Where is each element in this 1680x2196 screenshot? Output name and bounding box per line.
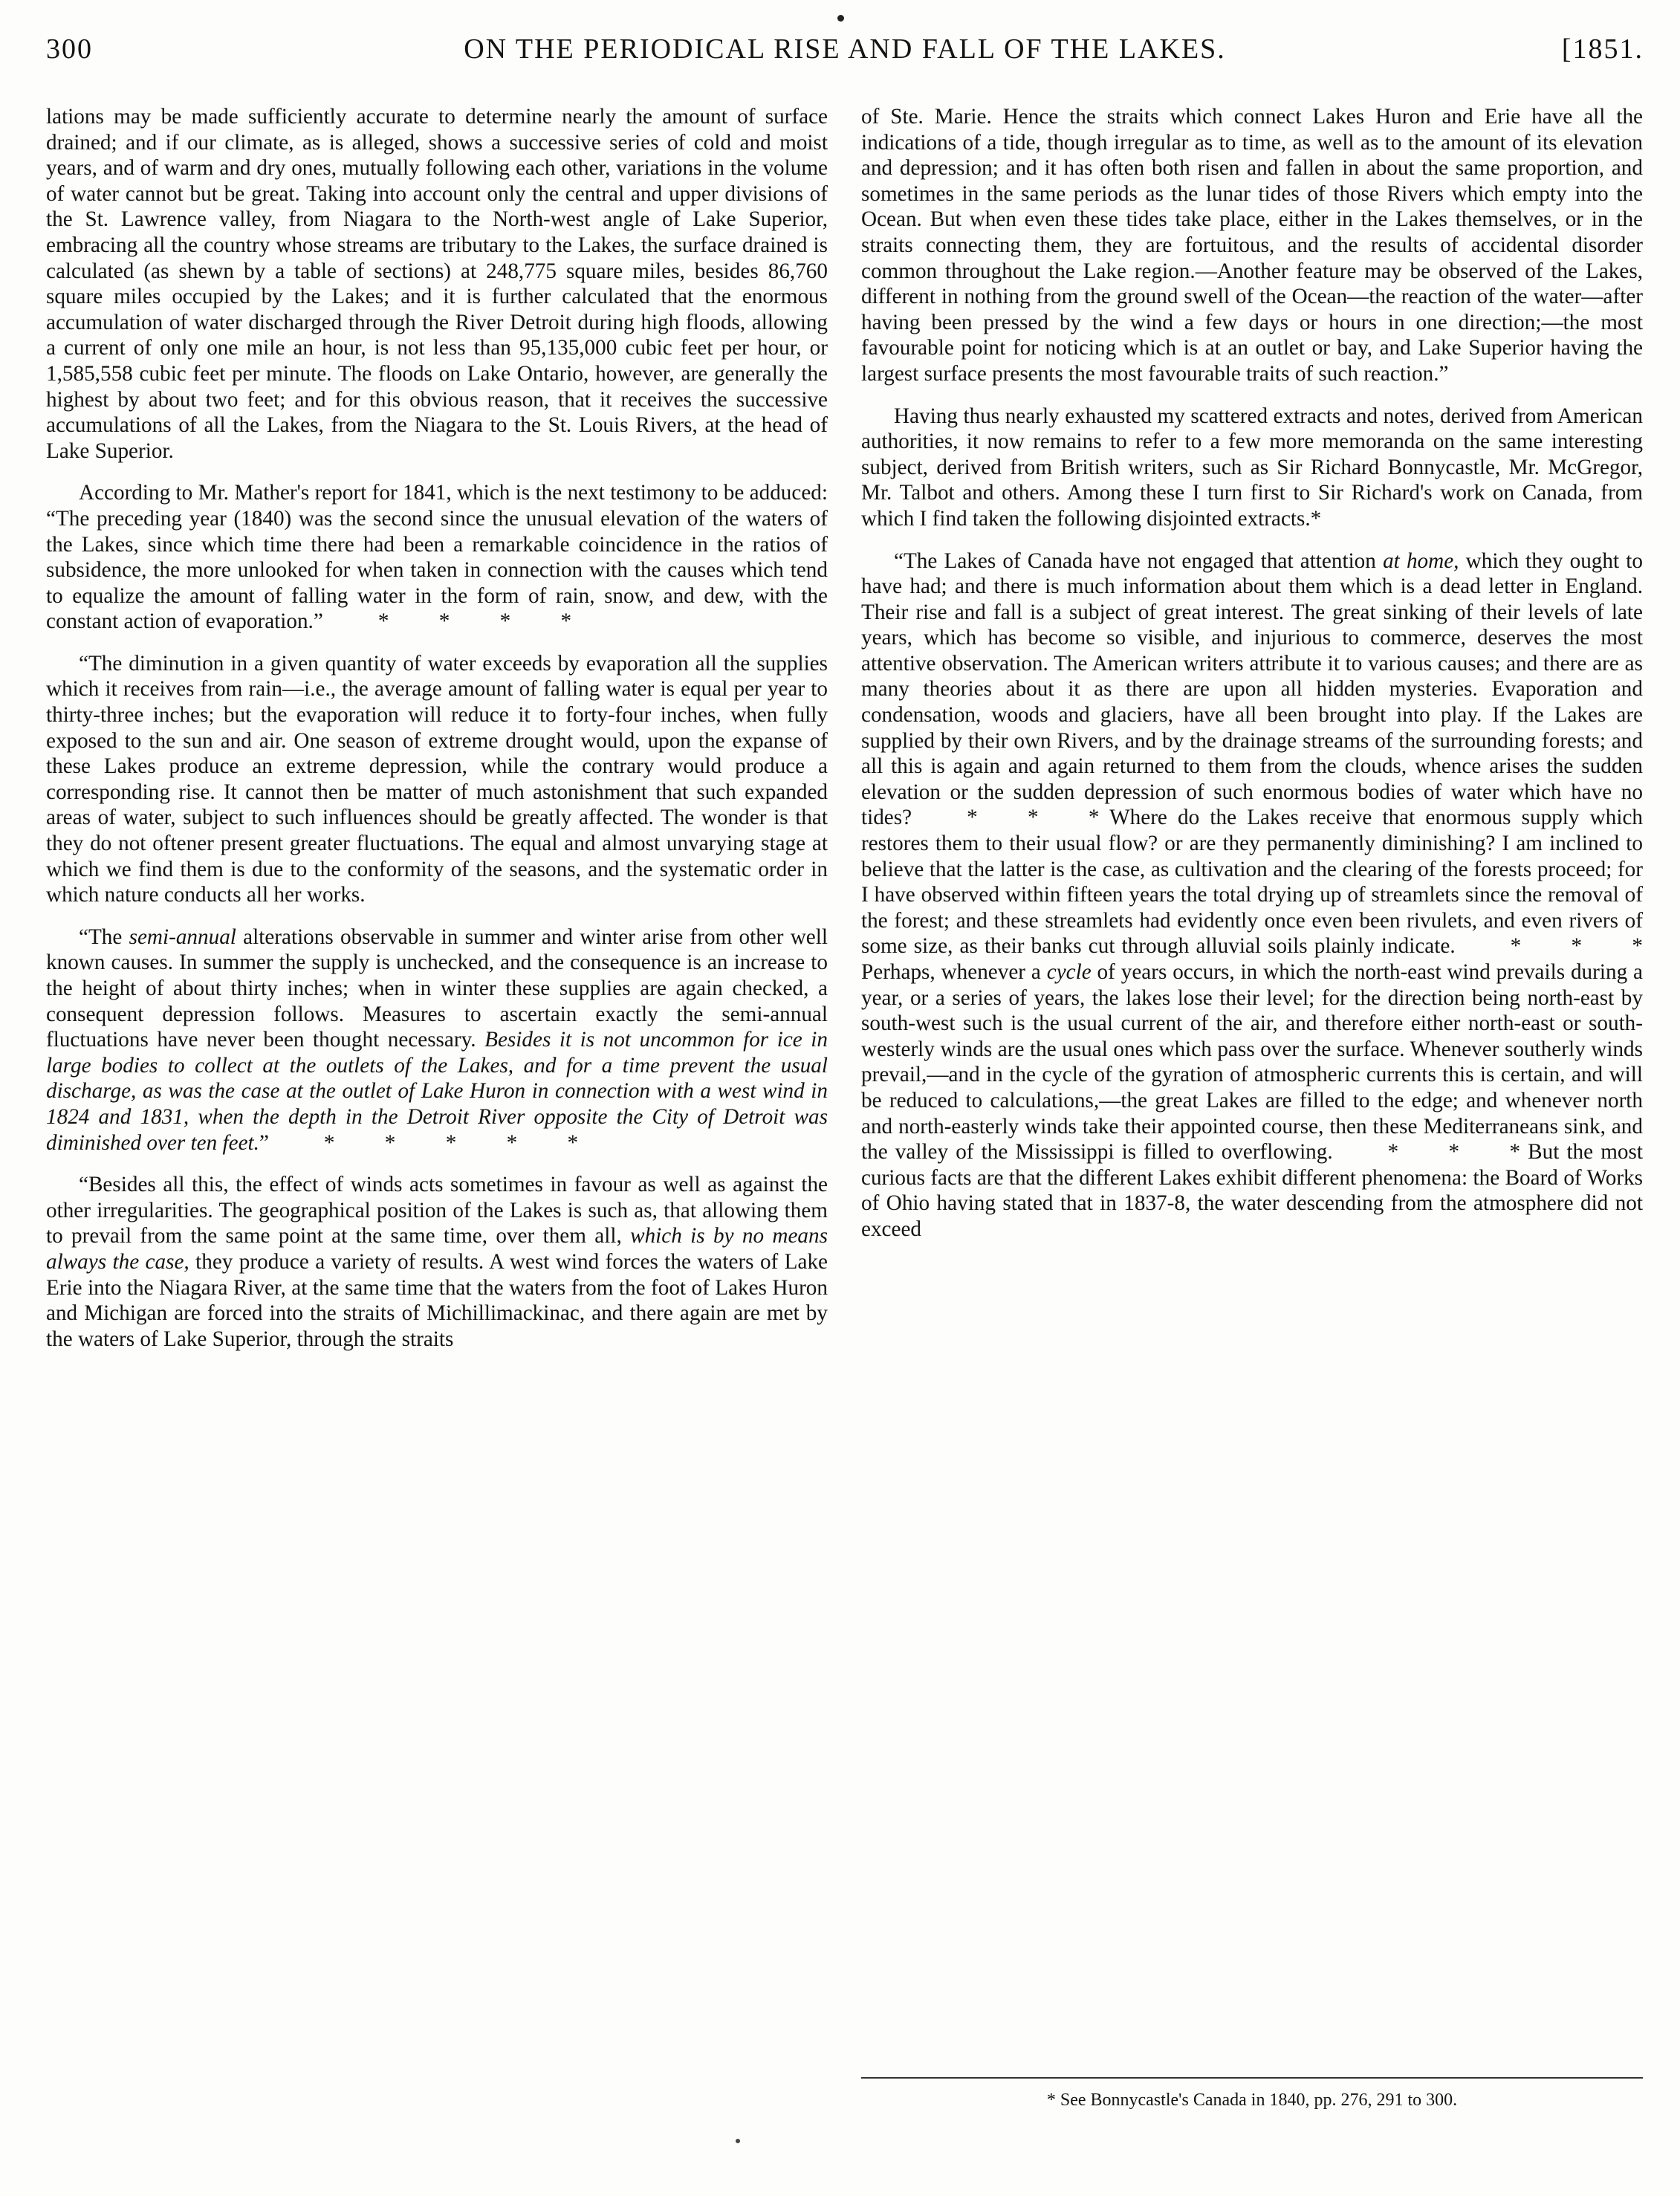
paragraph: “Besides all this, the effect of winds acts sometimes in favour as well as against the other irregularities. The geographical position of the Lakes is such as, that allowing them to prevail from the same point at the same time, over them all, which is by no means always the case, they produce a variety of results. A west wind forces the waters of Lake Erie into the Niagara River, at the same time that the waters from the foot of Lakes Huron and Michigan are forced into the straits of Michillimackinac, and there again are met by the waters of Lake Superior, through the straits [46, 1173, 828, 1351]
ellipsis-stars: * * * [967, 806, 1100, 830]
paragraph: “The semi-annual alterations observable in summer and winter arise from other well known causes. In summer the supply is unchecked, and the consequence is an increase to the height of about thirty inches; when in winter these supplies are again checked, a consequent depression follows. Measures to ascertain exactly the semi-annual fluctuations have never been thought necessary. Besides it is not uncommon for ice in large bodies to collect at the outlets of the Lakes, and for a time prevent the usual discharge, as was the case at the outlet of Lake Huron in connection with a west wind in 1824 and 1831, when the depth in the Detroit River opposite the City of Detroit was diminished over ten feet.” * * * * * [46, 924, 828, 1155]
paragraph: According to Mr. Mather's report for 1841, which is the next testimony to be adduced: “The preceding year (1840) was the second since the unusual elevation of the waters of the Lakes, since which time there had been a remarkable coincidence in the ratios of subsidence, the more unlooked for when taken in connection with the causes which tend to equalize the amount of falling water in the form of rain, snow, and dew, with the constant action of evaporation.” * * * * [46, 481, 828, 634]
page-number: 300 [46, 33, 93, 65]
running-header [46, 33, 1644, 85]
ellipsis-stars: * * * * [377, 609, 572, 634]
paragraph: of Ste. Marie. Hence the straits which connect Lakes Huron and Erie have all the indications of a tide, though irregular as to time, as well as to the amount of its elevation and depression; and it has often both risen and fallen in about the same proportion, and sometimes in the same periods as the lunar tides of those Rivers which empty into the Ocean. But when even these tides take place, either in the Lakes themselves, or in the straits connecting them, they are fortuitous, and the results of accidental disorder common throughout the Lake region.—Another feature may be observed of the Lakes, different in nothing from the ground swell of the Ocean—the reaction of the water—after having been pressed by the wind a few days or hours in one direction;—the most favourable point for noticing which is at an outlet or bay, and Lake Superior having the largest surface presents the most favourable traits of such reaction.” [861, 105, 1643, 386]
ink-dot [837, 15, 844, 22]
right-column [861, 104, 1643, 1259]
left-column [46, 104, 828, 1368]
paragraph: lations may be made sufficiently accurate to determine nearly the amount of surface drained; and if our climate, as is alleged, shows a successive series of cold and moist years, and of warm and dry ones, mutually following each other, variations in the volume of water cannot but be great. Taking into account only the central and upper divisions of the St. Lawrence valley, from Niagara to the North-west angle of Lake Superior, embracing all the country whose streams are tributary to the Lakes, the surface drained is calculated (as shewn by a table of sections) at 248,775 square miles, besides 86,760 square miles occupied by the Lakes; and it is further calculated that the enormous accumulation of water discharged through the River Detroit during high floods, allowing a current of only one mile an hour, is not less than 95,135,000 cubic feet per hour, or 1,585,558 cubic feet per minute. The floods on Lake Ontario, however, are generally the highest by about two feet; and for this obvious reason, that it receives the successive accumulations of all the Lakes, from the Niagara to the St. Louis Rivers, at the head of Lake Superior. [46, 105, 828, 463]
footnote: * See Bonnycastle's Canada in 1840, pp. 276, 291 to 300. [861, 2077, 1643, 2111]
paragraph: Having thus nearly exhausted my scattered extracts and notes, derived from American authorities, it now remains to refer to a few more memoranda on the same interesting subject, derived from British writers, such as Sir Richard Bonnycastle, Mr. McGregor, Mr. Talbot and others. Among these I turn first to Sir Richard's work on Canada, from which I find taken the following disjointed extracts.* [861, 404, 1643, 531]
ellipsis-stars: * * * [1387, 1140, 1521, 1165]
paragraph: “The diminution in a given quantity of water exceeds by evaporation all the supplies which it receives from rain—i.e., the average amount of falling water is equal per year to thirty-three inches; but the evaporation will reduce it to forty-four inches, when fully exposed to the sun and air. One season of extreme drought would, upon the expanse of these Lakes produce an extreme depression, while the contrary would produce a corresponding rise. It cannot then be matter of much astonishment that such expanded areas of water, subject to such influences should be greatly affected. The wonder is that they do not oftener present greater fluctuations. The equal and almost unvarying stage at which we find them is due to the conformity of the seasons, and the systematic order in which nature conducts all her works. [46, 651, 828, 907]
paragraph: “The Lakes of Canada have not engaged that attention at home, which they ought to have had; and there is much information about them which is a dead letter in England. Their rise and fall is a subject of great interest. The great sinking of their levels of late years, which has become so visible, and injurious to commerce, deserves the most attentive observation. The American writers attribute it to various causes; and there are as many theories about it as there are upon all hidden mysteries. Evaporation and condensation, woods and glaciers, have all been brought into play. If the Lakes are supplied by their own Rivers, and by the drainage streams of the surrounding forests; and all this is again and again returned to them from the clouds, whence arises the sudden elevation or the sudden depression of such enormous bodies of water which have no tides? * * * Where do the Lakes receive that enormous supply which restores them to their usual flow? or are they permanently diminishing? I am inclined to believe that the latter is the case, as cultivation and the clearing of the forests proceed; for I have observed within fifteen years the total drying up of streamlets since the removal of the forest; and these streamlets had evidently once even been rivulets, and even rivers of some size, as their banks cut through alluvial soils plainly indicate. * * * Perhaps, whenever a cycle of years occurs, in which the north-east wind prevails during a year, or a series of years, the lakes lose their level; for the direction being north-east by south-west such is the usual current of the air, and therefore either north-east or south-westerly winds are the usual ones which pass over the surface. Whenever southerly winds prevail,—and in the cycle of the gyration of atmospheric currents this is certain, and will be reduced to calculations,—the great Lakes are filled to the edge; and whenever north and north-easterly winds take their appointed course, then these Mediterraneans sink, and the valley of the Mississippi is filled to overflowing. * * * But the most curious facts are that the different Lakes exhibit different phenomena: the Board of Works of Ohio having stated that in 1837-8, the water descending from the atmosphere did not exceed [861, 548, 1643, 1241]
ellipsis-stars: * * * * * [323, 1130, 579, 1155]
running-title: ON THE PERIODICAL RISE AND FALL OF THE LAKES. [464, 33, 1226, 65]
ellipsis-stars: * * * [1510, 934, 1643, 959]
ink-dot [736, 2139, 740, 2143]
running-year: [1851. [1561, 33, 1644, 65]
